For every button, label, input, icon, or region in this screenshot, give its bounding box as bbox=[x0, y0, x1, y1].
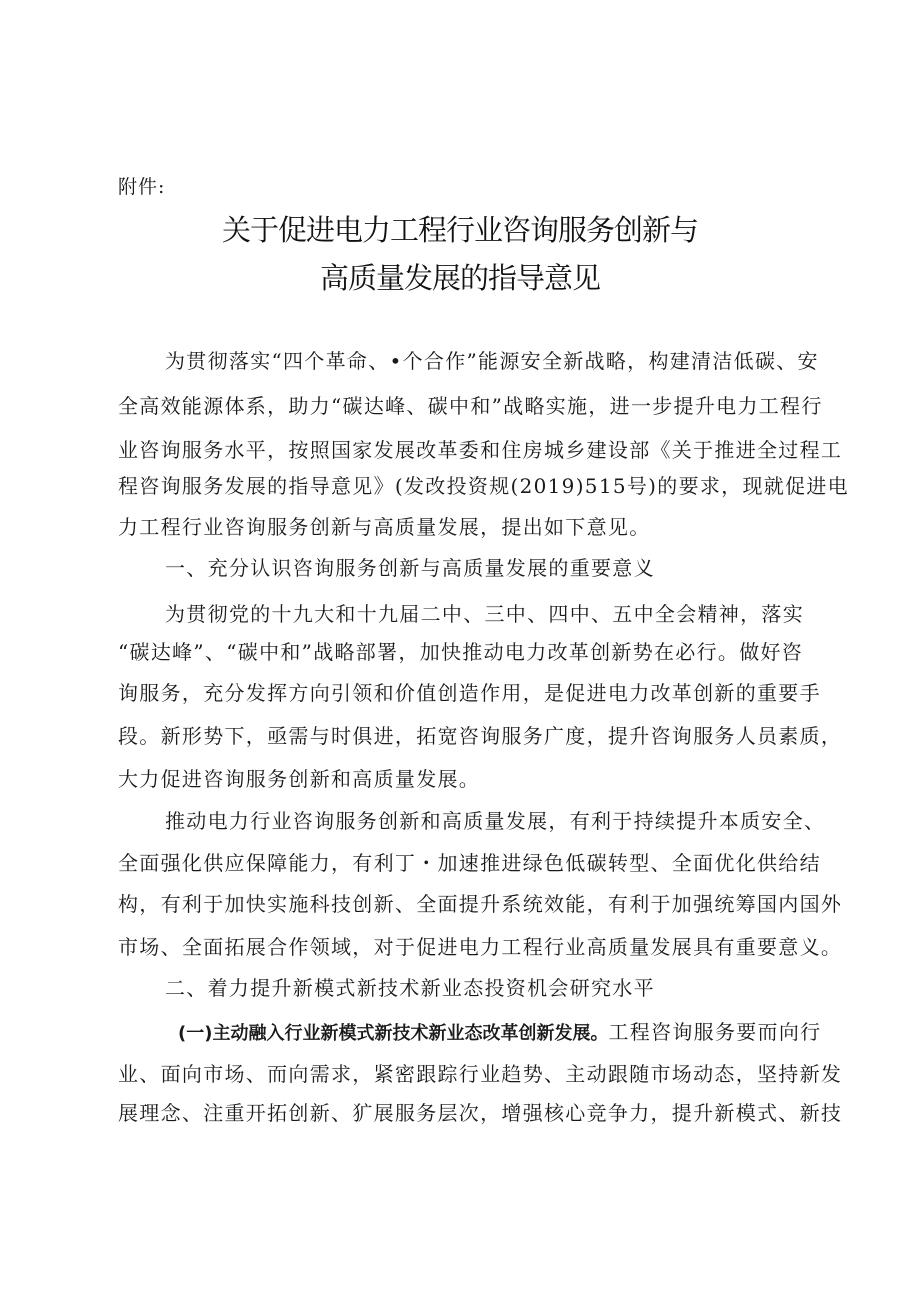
attachment-label: 附件: bbox=[118, 176, 166, 198]
document-title-line-1: 关于促进电力工程行业咨询服务创新与 bbox=[221, 213, 698, 247]
paragraph-line: 力工程行业咨询服务创新与高质量发展，提出如下意见。 bbox=[118, 515, 651, 539]
section-heading-2: 二、着力提升新模式新技术新业态投资机会研究水平 bbox=[165, 976, 655, 1000]
paragraph-line: 全面强化供应保障能力，有利丁・加速推进绿色低碳转型、全面优化供给结 bbox=[118, 851, 821, 875]
subsection-line bbox=[178, 1016, 821, 1045]
paragraph-line: 业咨询服务水平，按照国家发展改革委和住房城乡建设部《关于推进全过程工 bbox=[118, 438, 843, 462]
document-title-line-2: 高质量发展的指导意见 bbox=[319, 261, 600, 295]
section-heading-1: 一、充分认识咨询服务创新与高质量发展的重要意义 bbox=[165, 556, 655, 580]
paragraph-line: 程咨询服务发展的指导意见》(发改投资规(2019)515号)的要求，现就促进电 bbox=[118, 474, 849, 498]
subsection-heading-bold: (一)主动融入行业新模式新技术新业态改革创新发展。 bbox=[178, 1023, 609, 1044]
paragraph-line: 为贯彻落实“四个革命、•个合作”能源安全新战略，构建清洁低碳、安 bbox=[165, 349, 819, 373]
paragraph-line: 业、面向市场、而向需求，紧密跟踪行业趋势、主动跟随市场动态，坚持新发 bbox=[118, 1062, 843, 1086]
paragraph-line: 为贯彻党的十九大和十九届二中、三中、四中、五中全会精神，落实 bbox=[165, 602, 804, 626]
paragraph-line: “碳达峰”、“碳中和”战略部署，加快推动电力改革创新势在必行。做好咨 bbox=[118, 640, 804, 664]
paragraph-line: 市场、全面拓展合作领域，对于促进电力工程行业高质量发展具有重要意义。 bbox=[118, 935, 843, 959]
paragraph-line: 全高效能源体系，助力“碳达峰、碳中和”战略实施，进一步提升电力工程行 bbox=[118, 394, 823, 418]
paragraph-line: 段。新形势下，亟需与时俱进，拓宽咨询服务广度，提升咨询服务人员素质， bbox=[118, 724, 843, 748]
paragraph-line: 询服务，充分发挥方向引领和价值创造作用，是促进电力改革创新的重要手 bbox=[118, 681, 821, 705]
paragraph-line: 推动电力行业咨询服务创新和高质量发展，有利于持续提升本质安全、 bbox=[165, 809, 826, 833]
subsection-text: 工程咨询服务要而向行 bbox=[608, 1020, 822, 1044]
paragraph-line: 构，有利于加快实施科技创新、全面提升系统效能，有利于加强统筹国内国外 bbox=[118, 892, 843, 916]
paragraph-line: 展理念、注重开拓创新、犷展服务层次，增强核心竞争力，提升新模式、新技 bbox=[118, 1101, 843, 1125]
paragraph-line: 大力促进咨询服务创新和高质量发展。 bbox=[118, 767, 481, 791]
